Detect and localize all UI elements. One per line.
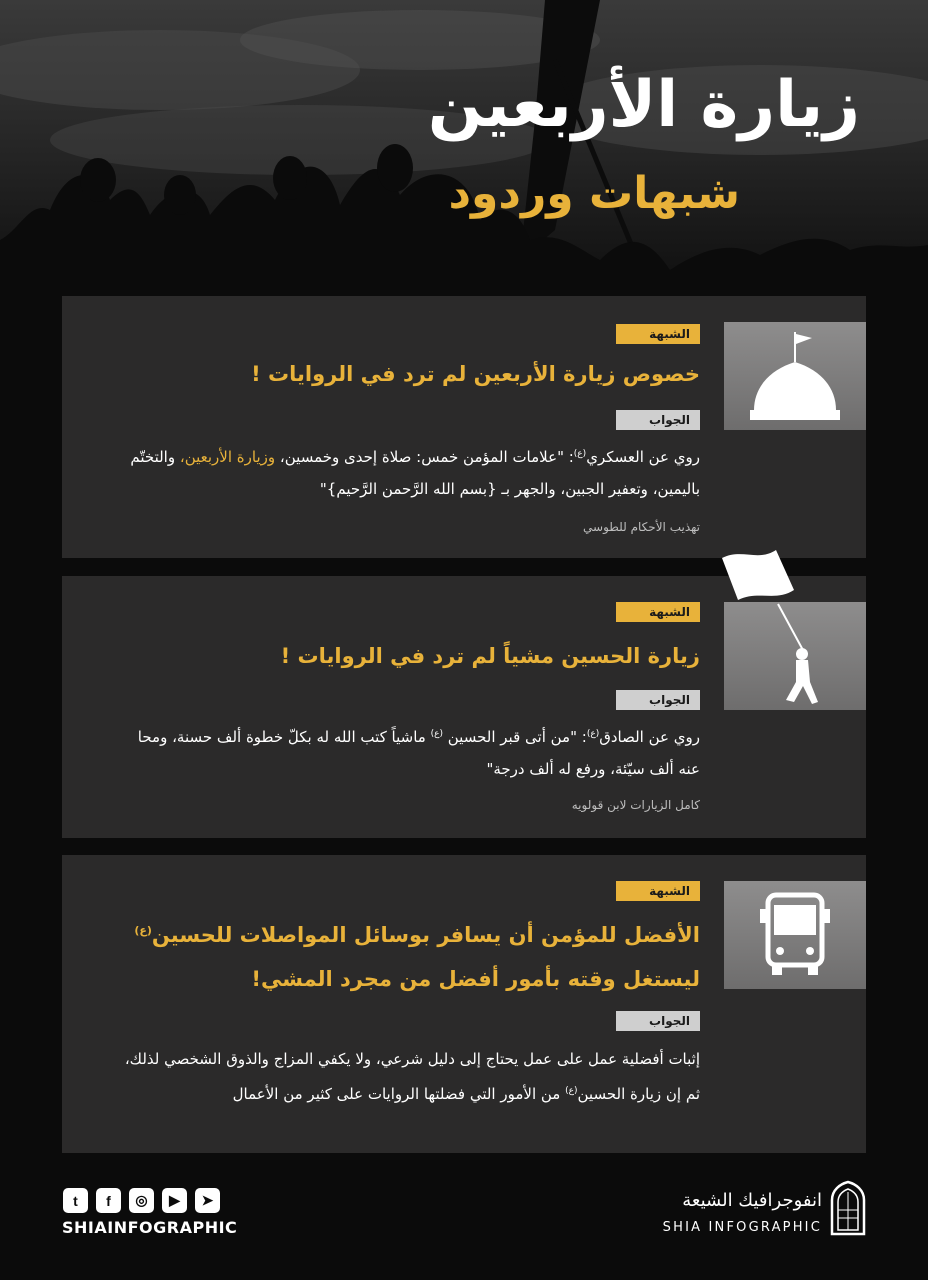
answer-label: الجواب xyxy=(616,690,700,710)
youtube-icon[interactable]: ▶ xyxy=(162,1188,187,1213)
flag-icon xyxy=(718,544,798,614)
question-label: الشبهة xyxy=(616,602,700,622)
question-label: الشبهة xyxy=(616,324,700,344)
question-text-line1: الأفضل للمؤمن أن يسافر بوسائل المواصلات للحسين$^{(ع)}$ xyxy=(134,923,700,947)
answer-text: روي عن العسكري$^{(ع)}$: "علامات المؤمن خمس: صلاة إحدى وخمسين، وزيارة الأربعين، والتختّم باليمين، وتعفير الجبين، والجهر بـ {بسم الله الرَّحمن الرَّحيم}" xyxy=(130,448,700,498)
brand-name-english: SHIA INFOGRAPHIC xyxy=(662,1220,822,1235)
social-handle: SHIAINFOGRAPHIC xyxy=(62,1218,238,1237)
facebook-icon[interactable]: f xyxy=(96,1188,121,1213)
answer-text: روي عن الصادق$^{(ع)}$: "من أتى قبر الحسين $^{(ع)}$ ماشياً كتب الله له بكلّ خطوة ألف حسنة، ومحا عنه ألف سيّئة، ورفع له ألف درجة" xyxy=(137,728,700,778)
telegram-icon[interactable]: ➤ xyxy=(195,1188,220,1213)
hero-banner xyxy=(0,0,928,320)
dome-icon xyxy=(724,322,866,430)
brand-name-arabic: انفوجرافيك الشيعة xyxy=(682,1190,822,1211)
source-citation: كامل الزيارات لابن قولويه xyxy=(571,798,700,812)
twitter-icon[interactable]: t xyxy=(63,1188,88,1213)
instagram-icon[interactable]: ◎ xyxy=(129,1188,154,1213)
page-subtitle: شبهات وردود xyxy=(448,168,740,219)
social-icons xyxy=(63,1188,220,1213)
flag-walker-icon xyxy=(724,602,866,710)
question-label: الشبهة xyxy=(616,881,700,901)
page-title: زيارة الأربعين xyxy=(427,68,860,142)
faq-card-2 xyxy=(62,576,866,838)
answer-text: إثبات أفضلية عمل على عمل يحتاج إلى دليل شرعي، ولا يكفي المزاج والذوق الشخصي لذلك، ثم إن زيارة الحسين$^{(ع)}$ من الأمور التي فضلتها الروايات على كثير من الأعمال xyxy=(124,1050,700,1103)
answer-highlight: وزيارة الأربعين، xyxy=(179,448,276,466)
bus-icon xyxy=(724,881,866,989)
answer-label: الجواب xyxy=(616,1011,700,1031)
faq-card-3 xyxy=(62,855,866,1153)
question-text-line2: ليستغل وقته بأمور أفضل من مجرد المشي! xyxy=(251,967,700,991)
question-text: زيارة الحسين مشياً لم ترد في الروايات ! xyxy=(280,644,700,668)
faq-card-1 xyxy=(62,296,866,558)
answer-label: الجواب xyxy=(616,410,700,430)
question-text: خصوص زيارة الأربعين لم ترد في الروايات ! xyxy=(251,362,700,386)
brand-logo-icon xyxy=(830,1180,866,1236)
crowd-silhouette-image xyxy=(0,0,928,320)
source-citation: تهذيب الأحكام للطوسي xyxy=(583,520,700,534)
